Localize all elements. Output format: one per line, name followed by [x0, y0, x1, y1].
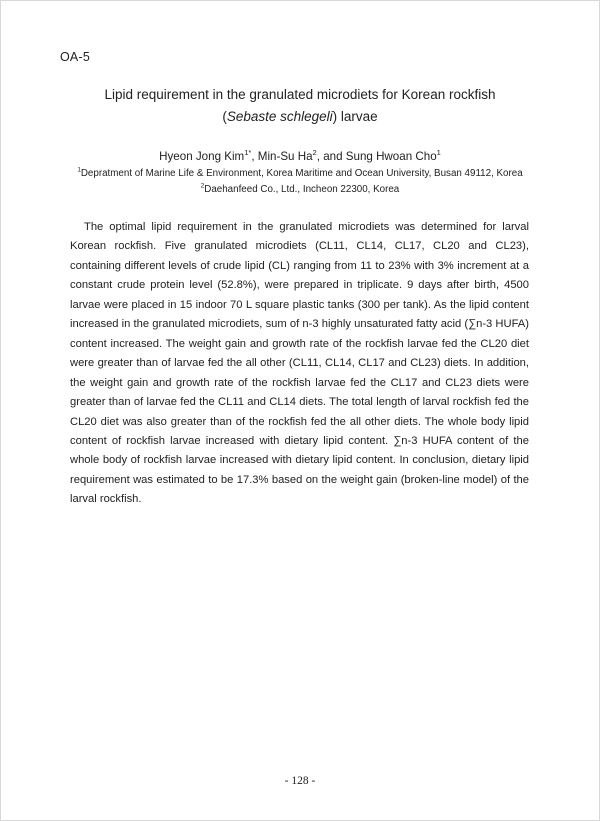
species-name: Sebaste schlegeli	[226, 109, 333, 124]
page-number: - 128 -	[284, 775, 316, 787]
affiliation-text: Depratment of Marine Life & Environment, Korea Maritime and Ocean University, Busan 49112, Korea	[80, 168, 523, 179]
title-line-2	[60, 106, 540, 128]
affiliation-superscript: 2	[200, 182, 205, 190]
author-list	[60, 148, 540, 165]
title-line-2-rest: ) larvae	[332, 109, 378, 124]
title-paren-open: (	[222, 109, 227, 124]
author-superscript: 2	[312, 148, 317, 158]
author-superscript: 1	[436, 148, 441, 158]
author-superscript: 1*	[244, 148, 252, 158]
abstract-body: The optimal lipid requirement in the granulated microdiets was determined for larval Korean rockfish. Five granulated microdiets (CL11, CL14, CL17, CL20 and CL23), containing different levels of crude lipid (CL) ranging from 11 to 23% with 3% increment at a constant crude protein level (52.8%), were prepared in triplicate. 9 days after birth, 4500 larvae were placed in 15 indoor 70 L square plastic tanks (300 per tank). As the lipid content increased in the granulated microdiets, sum of n-3 highly unsaturated fatty acid (∑n-3 HUFA) content increased. The weight gain and growth rate of the rockfish larvae fed the CL20 diet were greater than of larvae fed the all other (CL11, CL14, CL17 and CL23) diets. In addition, the weight gain and growth rate of the rockfish larvae fed the CL17 and CL23 diets were greater than of larvae fed the CL11 and CL14 diets. The total length of larval rockfish fed the CL20 diet was also greater than of the rockfish fed the all other diets. The whole body lipid content of rockfish larvae increased with dietary lipid content. ∑n-3 HUFA content of the whole body of rockfish larvae increased with dietary lipid content. In conclusion, dietary lipid requirement was estimated to be 17.3% based on the weight gain (broken-line model) of the larval rockfish.	[70, 221, 529, 506]
affiliation-2	[60, 183, 540, 197]
author-name: Min-Su Ha	[257, 150, 313, 163]
session-code: OA-5	[60, 50, 90, 64]
affiliation-superscript: 1	[77, 166, 81, 174]
author-name: Hyeon Jong Kim	[159, 150, 245, 163]
author-separator: ,	[251, 150, 258, 163]
author-separator: , and	[316, 150, 346, 163]
author-name: Sung Hwoan Cho	[345, 150, 437, 163]
paper-title	[60, 84, 540, 128]
affiliation-text: Daehanfeed Co., Ltd., Incheon 22300, Korea	[204, 184, 400, 195]
affiliation-1	[60, 167, 540, 181]
title-line-1: Lipid requirement in the granulated microdiets for Korean rockfish	[104, 87, 496, 102]
